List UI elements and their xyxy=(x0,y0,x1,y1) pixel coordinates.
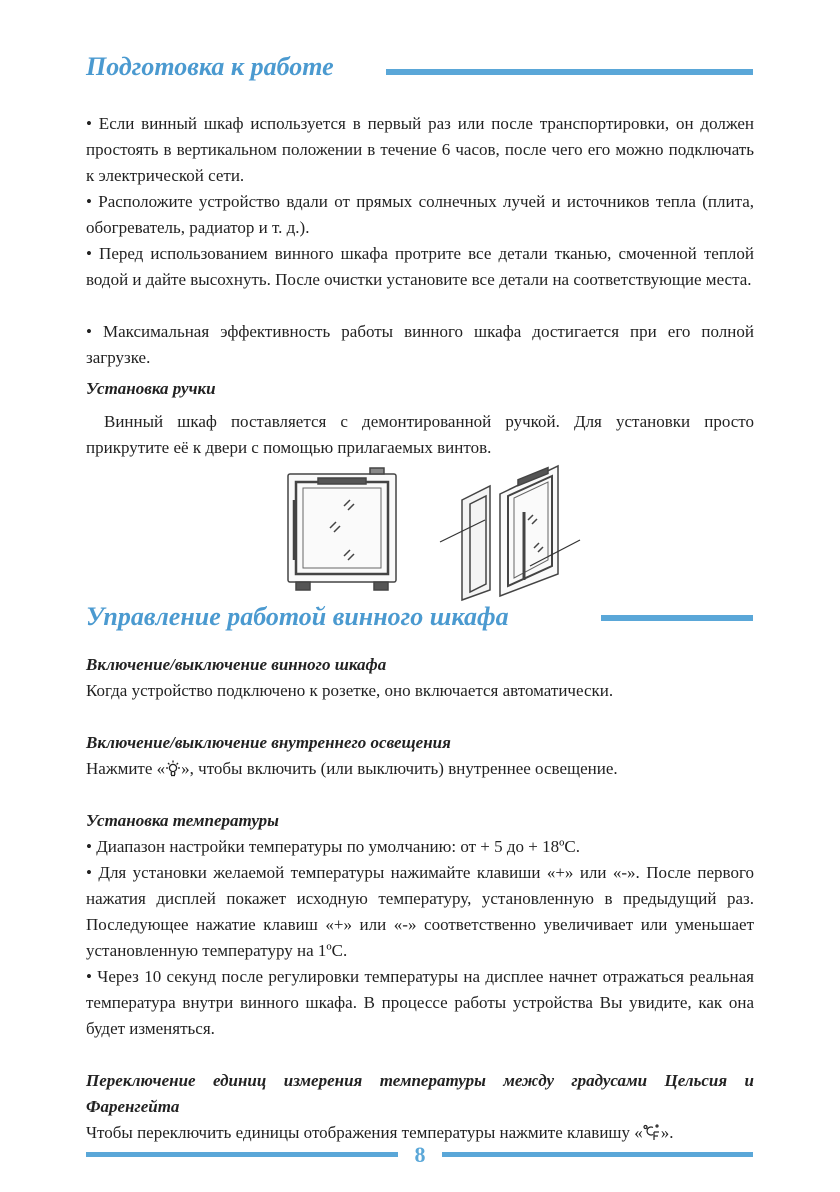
light-text-after: », чтобы включить (или выключить) внутреннее освещение. xyxy=(181,759,618,778)
units-text-before: Чтобы переключить единицы отображения температуры нажмите клавишу « xyxy=(86,1123,643,1142)
paragraph-placement: • Расположите устройство вдали от прямых солнечных лучей и источников тепла (плита, обогреватель, радиатор и т. д.). xyxy=(86,192,754,237)
cabinet-door-exploded-drawing xyxy=(440,466,580,600)
units-text-after: ». xyxy=(660,1123,674,1142)
paragraph-temp-range: • Диапазон настройки температуры по умолчанию: от + 5 до + 18ºС. xyxy=(86,837,580,856)
heading-temperature: Установка температуры xyxy=(86,811,279,830)
paragraph-efficiency: • Максимальная эффективность работы винного шкафа достигается при его полной загрузке. xyxy=(86,322,754,367)
cabinet-front-drawing xyxy=(288,468,396,590)
celsius-fahrenheit-icon xyxy=(643,1123,661,1149)
title-rule xyxy=(601,615,753,621)
section-title-operation: Управление работой винного шкафа xyxy=(86,602,509,631)
paragraph-power: Когда устройство подключено к розетке, оно включается автоматически. xyxy=(86,681,614,700)
light-text-before: Нажмите « xyxy=(86,759,166,778)
heading-handle-install: Установка ручки xyxy=(86,379,216,398)
section-title-preparation: Подготовка к работе xyxy=(86,52,334,81)
footer-rule-right xyxy=(442,1152,753,1157)
paragraph-temp-display: • Через 10 секунд после регулировки температуры на дисплее начнет отражаться реальная температура внутри винного шкафа. В процессе работы устройства Вы увидите, как она будет изменяться. xyxy=(86,967,754,1038)
heading-units: Переключение единиц измерения температуры между градусами Цельсия и Фаренгейта xyxy=(86,1071,754,1116)
page-number: 8 xyxy=(414,1142,426,1167)
light-bulb-icon xyxy=(165,759,181,785)
footer-rule-left xyxy=(86,1152,398,1157)
paragraph-light xyxy=(86,756,754,785)
heading-power: Включение/выключение винного шкафа xyxy=(86,655,387,674)
paragraph-handle-install: Винный шкаф поставляется с демонтированной ручкой. Для установки просто прикрутите её к двери с помощью прилагаемых винтов. xyxy=(86,412,754,457)
paragraph-cleaning: • Перед использованием винного шкафа протрите все детали тканью, смоченной теплой водой и дайте высохнуть. После очистки установите все детали на соответствующие места. xyxy=(86,244,754,289)
heading-light: Включение/выключение внутреннего освещения xyxy=(86,733,451,752)
paragraph-first-use: • Если винный шкаф используется в первый раз или после транспортировки, он должен простоять в вертикальном положении в течение 6 часов, после чего его можно подключать к электрической сети. xyxy=(86,114,754,185)
paragraph-temp-set: • Для установки желаемой температуры нажимайте клавиши «+» или «-». После первого нажатия дисплей покажет исходную температуру, установленную в предыдущий раз. Последующее нажатие клавиш «+» или «-» соответственно увеличивает или уменьшает установленную температуру на 1ºС. xyxy=(86,863,754,960)
